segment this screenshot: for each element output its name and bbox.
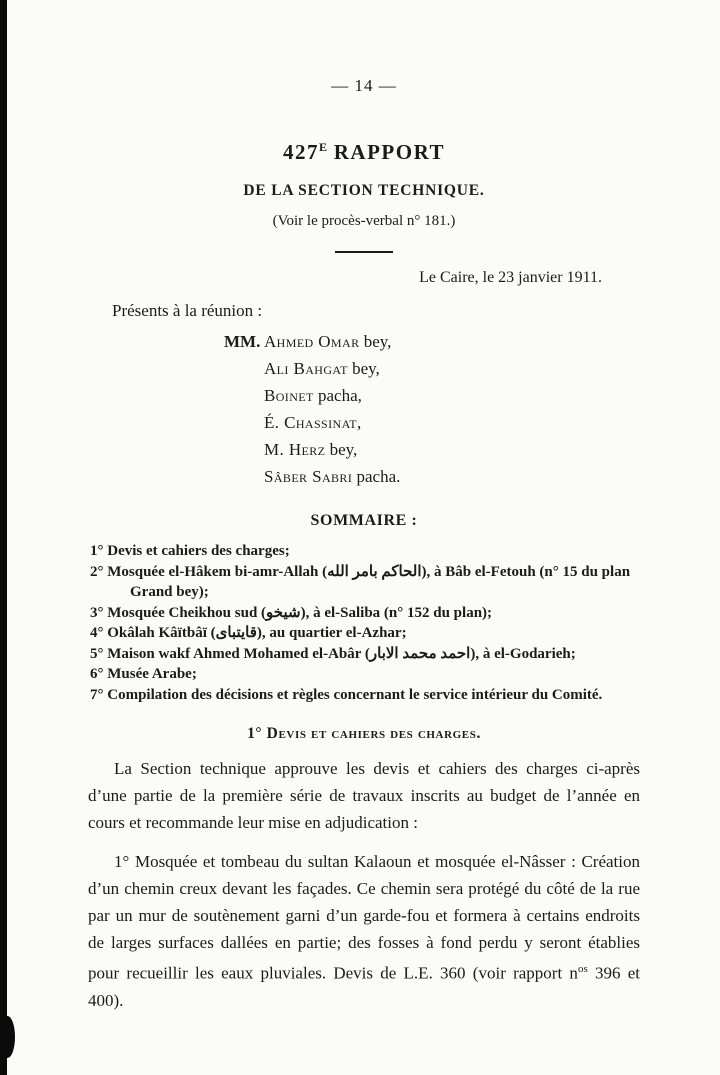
attendee-name: Ahmed Omar [264,332,360,351]
body-paragraph-2-end: 396 et 400). [88,963,640,1010]
attendee-suffix: pacha. [352,467,401,486]
attendee-suffix: pacha, [313,386,362,405]
summary-item: 7° Compilation des décisions et règles concernant le service intérieur du Comité. [90,686,603,703]
body-paragraph-2-text: 1° Mosquée et tombeau du sultan Kalaoun et mosquée el-Nâsser : Création d’un chemin creux devant les façades. Ce chemin sera protégé du côté de la rue par un mur de soutènement garni d’un garde-fou et formera à certains endroits de larges surfaces dallées en partie; des fosses à fond perdu y seront établies pour recueillir les eaux pluviales. Devis de L.E. 360 (voir rapport n [88,852,640,983]
scan-border-artifact [0,0,7,1075]
attendee-name: Ali Bahgat [264,359,348,378]
attendance-intro: Présents à la réunion : [112,301,263,320]
attendee-list [224,328,640,490]
attendee-row [224,328,640,355]
proces-verbal-note: (Voir le procès-verbal n° 181.) [272,213,456,229]
summary-list [88,541,640,705]
attendee-row [224,355,640,382]
body-paragraph-2 [88,848,640,1014]
attendee-suffix: , [357,413,362,432]
attendee-row [224,463,640,490]
attendee-row [224,436,640,463]
report-title-word: RAPPORT [327,140,446,164]
attendee-suffix: bey, [359,332,392,351]
attendee-suffix: bey, [325,440,358,459]
report-subtitle: DE LA SECTION TECHNIQUE. [243,182,485,199]
report-title-ordinal: E [318,140,327,154]
mm-prefix: MM. [224,332,261,351]
attendee-name: Boinet [264,386,314,405]
section-heading: 1° Devis et cahiers des charges. [247,725,481,742]
numero-superscript: os [577,963,588,975]
summary-item: 3° Mosquée Cheikhou sud (شيخو), à el-Saliba (n° 152 du plan); [90,604,493,621]
summary-item: 5° Maison wakf Ahmed Mohamed el-Abâr (احمد محمد الابار), à el-Godarieh; [90,645,576,662]
divider-rule [335,251,393,253]
attendee-suffix: bey, [347,359,380,378]
attendee-name: É. Chassinat [264,413,358,432]
scan-ink-blob-artifact [0,1016,15,1058]
summary-item: 1° Devis et cahiers des charges; [90,543,290,559]
summary-heading: SOMMAIRE : [310,512,418,529]
report-title-number: 427 [282,140,319,164]
page-number: — 14 — [331,76,397,95]
attendee-name: Sâber Sabri [264,467,353,486]
attendee-row [224,409,640,436]
body-paragraph-1: La Section technique approuve les devis et cahiers des charges ci-après d’une partie de la première série de travaux inscrits au budget de l’année en cours et recommande leur mise en adjudication : [88,759,640,832]
document-page [88,0,640,1014]
summary-item: 2° Mosquée el-Hâkem bi-amr-Allah (الحاكم بامر الله), à Bâb el-Fetouh (n° 15 du plan Grand bey); [90,563,631,600]
summary-item: 4° Okâlah Kâïtbâï (قايتباى), au quartier el-Azhar; [90,625,407,641]
attendee-row [224,382,640,409]
summary-item: 6° Musée Arabe; [90,666,197,682]
report-title [88,140,640,165]
dateline: Le Caire, le 23 janvier 1911. [419,269,602,286]
attendee-name: M. Herz [264,440,326,459]
